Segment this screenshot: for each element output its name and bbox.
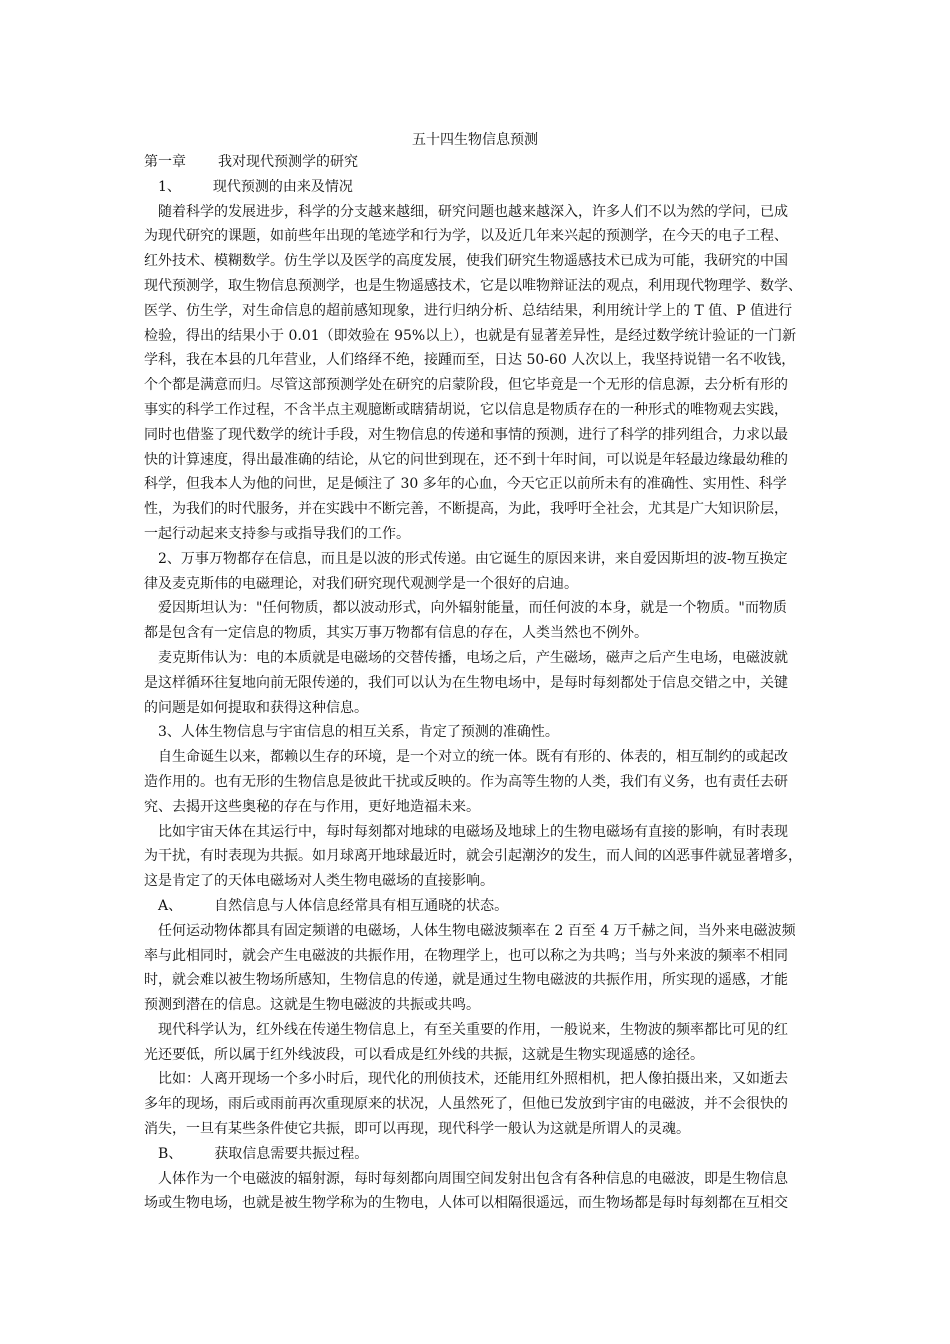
body-line: 学科，我在本县的几年营业，人们络绎不绝，接踵而至，日达 50-60 人次以上，我坚持说错一名不收钱， xyxy=(144,352,796,369)
body-line: 时，就会难以被生物场所感知，生物信息的传递，就是通过生物电磁波的共振作用，所实现的遥感，才能 xyxy=(144,972,788,989)
body-line: 2、万事万物都存在信息，而且是以波的形式传递。由它诞生的原因来讲，来自爱因斯坦的波-物互换定 xyxy=(158,550,788,567)
body-line: 同时也借鉴了现代数学的统计手段，对生物信息的传递和事情的预测，进行了科学的排列组合，力求以最 xyxy=(144,426,788,443)
body-line: 自生命诞生以来，都赖以生存的环境，是一个对立的统一体。既有有形的、体表的，相互制约的或起改 xyxy=(158,749,788,766)
body-line: 检验，得出的结果小于 0.01（即效验在 95%以上），也就是有显著差异性，是经过数学统计验证的一门新 xyxy=(144,327,797,344)
body-line: 多年的现场，雨后或雨前再次重现原来的状况，人虽然死了，但他已发放到宇宙的电磁波，并不会很快的 xyxy=(144,1096,788,1113)
section-title: 获取信息需要共振过程。 xyxy=(214,1145,369,1162)
body-line: 快的计算速度，得出最准确的结论，从它的问世到现在，还不到十年时间，可以说是年轻最边缘最幼稚的 xyxy=(144,451,788,468)
section-heading-1 xyxy=(144,175,812,200)
body-line: 红外技术、模糊数学。仿生学以及医学的高度发展，使我们研究生物遥感技术已成为可能，我研究的中国 xyxy=(144,253,788,270)
body-line: 为现代研究的课题，如前些年出现的笔迹学和行为学，以及近几年来兴起的预测学，在今天的电子工程、 xyxy=(144,228,788,245)
chapter-title: 我对现代预测学的研究 xyxy=(218,154,358,170)
body-line: 这是肯定了的天体电磁场对人类生物电磁场的直接影响。 xyxy=(144,873,494,890)
chapter-label: 第一章 xyxy=(144,154,186,170)
body-line: 光还要低，所以属于红外线波段，可以看成是红外线的共振，这就是生物实现遥感的途径。 xyxy=(144,1046,704,1063)
body-line: 律及麦克斯伟的电磁理论，对我们研究现代观测学是一个很好的启迪。 xyxy=(144,575,578,592)
section-label: B、 xyxy=(158,1145,183,1162)
body-line: 性，为我们的时代服务，并在实践中不断完善，不断提高，为此，我呼吁全社会，尤其是广大知识阶层， xyxy=(144,501,788,518)
body-line: 比如：人离开现场一个多小时后，现代化的刑侦技术，还能用红外照相机，把人像拍摄出来，又如逝去 xyxy=(158,1071,788,1088)
section-title: 自然信息与人体信息经常具有相互通晓的状态。 xyxy=(214,897,509,914)
body-line: 爱因斯坦认为："任何物质，都以波动形式，向外辐射能量，而任何波的本身，就是一个物质。"而物质 xyxy=(158,600,787,617)
section-heading-a xyxy=(144,894,812,919)
body-line: 比如宇宙天体在其运行中，每时每刻都对地球的电磁场及地球上的生物电磁场有直接的影响，有时表现 xyxy=(158,823,788,840)
body-line: 都是包含有一定信息的物质，其实万事万物都有信息的存在，人类当然也不例外。 xyxy=(144,625,648,642)
body-line: 麦克斯伟认为：电的本质就是电磁场的交替传播，电场之后，产生磁场，磁声之后产生电场，电磁波就 xyxy=(158,649,788,666)
body-line: 任何运动物体都具有固定频谱的电磁场，人体生物电磁波频率在 2 百至 4 万千赫之间，当外来电磁波频 xyxy=(158,922,796,939)
body-line: 为干扰，有时表现为共振。如月球离开地球最近时，就会引起潮汐的发生，而人间的凶恶事件就显著增多， xyxy=(144,848,802,865)
body-line: 3、人体生物信息与宇宙信息的相互关系，肯定了预测的准确性。 xyxy=(158,724,559,741)
body-line: 造作用的。也有无形的生物信息是彼此干扰或反映的。作为高等生物的人类，我们有义务，也有责任去研 xyxy=(144,773,788,790)
body-line: 现代预测学，取生物信息预测学，也是生物遥感技术，它是以唯物辩证法的观点，利用现代物理学、数学、 xyxy=(144,277,802,294)
body-line: 的问题是如何提取和获得这种信息。 xyxy=(144,699,368,716)
body-line: 场或生物电场，也就是被生物学称为的生物电，人体可以相隔很遥远，而生物场都是每时每刻都在互相交 xyxy=(144,1195,788,1212)
body-line: 率与此相同时，就会产生电磁波的共振作用，在物理学上，也可以称之为共鸣；当与外来波的频率不相同 xyxy=(144,947,788,964)
body-line: 预测到潜在的信息。这就是生物电磁波的共振或共鸣。 xyxy=(144,997,480,1014)
body-line: 医学、仿生学，对生命信息的超前感知现象，进行归纳分析、总结结果，利用统计学上的 T 值、P 值进行 xyxy=(144,302,793,319)
body-line: 消失，一旦有某些条件使它共振，即可以再现，现代科学一般认为这就是所谓人的灵魂。 xyxy=(144,1121,690,1138)
body-line: 个个都是满意而归。尽管这部预测学处在研究的启蒙阶段，但它毕竟是一个无形的信息源，去分析有形的 xyxy=(144,377,788,394)
section-title: 现代预测的由来及情况 xyxy=(212,178,353,195)
section-number: 1、 xyxy=(158,178,181,195)
section-heading-b xyxy=(144,1142,812,1167)
body-line: 是这样循环往复地向前无限传递的，我们可以认为在生物电场中，是每时每刻都处于信息交错之中，关键 xyxy=(144,674,788,691)
body-line: 人体作为一个电磁波的辐射源，每时每刻都向周围空间发射出包含有各种信息的电磁波，即是生物信息 xyxy=(158,1170,788,1187)
body-line: 随着科学的发展进步，科学的分支越来越细，研究问题也越来越深入，许多人们不以为然的学问，已成 xyxy=(158,203,788,220)
chapter-heading xyxy=(144,150,812,175)
body-line: 究、去揭开这些奥秘的存在与作用，更好地造福未来。 xyxy=(144,798,480,815)
body-line: 一起行动起来支持参与或指导我们的工作。 xyxy=(144,525,410,542)
body-line: 现代科学认为，红外线在传递生物信息上，有至关重要的作用，一般说来，生物波的频率都比可见的红 xyxy=(158,1021,788,1038)
body-line: 事实的科学工作过程，不含半点主观臆断或瞎猜胡说，它以信息是物质存在的一种形式的唯物观去实践， xyxy=(144,401,788,418)
body-line: 科学，但我本人为他的问世，足是倾注了 30 多年的心血，今天它正以前所未有的准确性、实用性、科学 xyxy=(144,476,787,493)
document-title: 五十四生物信息预测 xyxy=(412,132,538,148)
document-body xyxy=(144,150,812,1216)
section-label: A、 xyxy=(158,897,183,914)
